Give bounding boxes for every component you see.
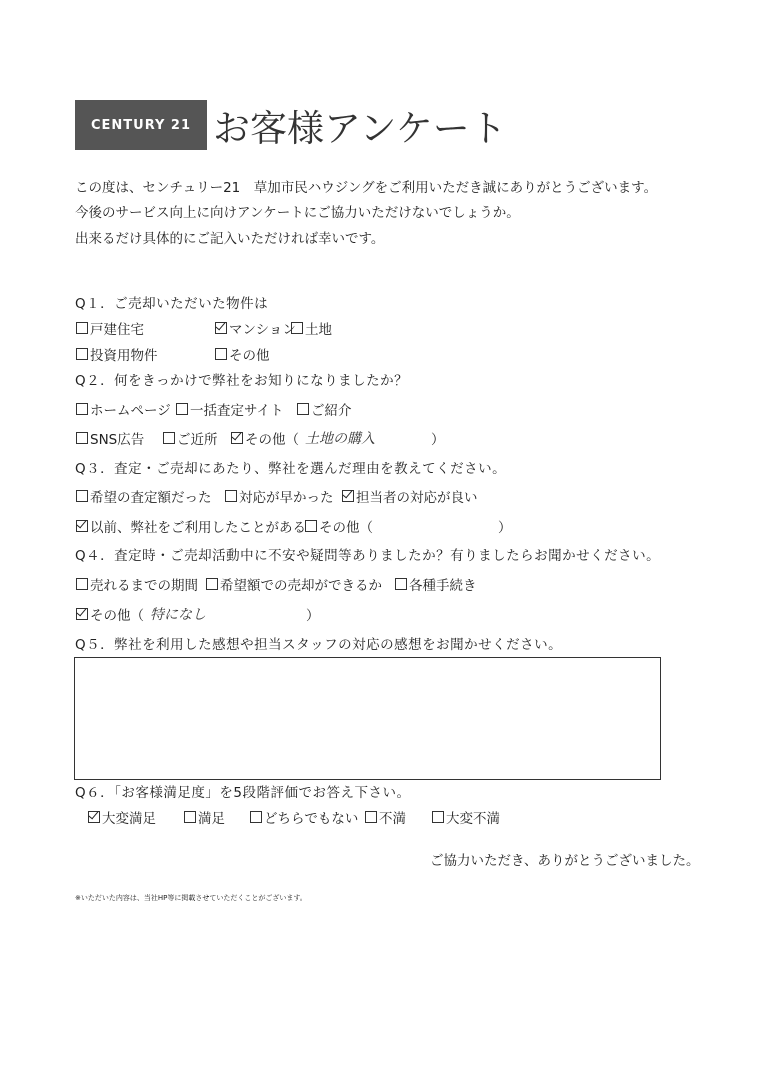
checkbox[interactable] [291, 322, 303, 334]
q2-option[interactable] [163, 428, 218, 448]
option-label: 戸建住宅 [90, 322, 144, 338]
option-label: 以前、弊社をご利用したことがある [90, 520, 306, 536]
intro-line: この度は、センチュリー21 草加市民ハウジングをご利用いただき誠にありがとうございます。 [75, 180, 658, 196]
checkbox[interactable] [305, 520, 317, 532]
option-label: 担当者の対応が良い [356, 490, 478, 506]
page-title: お客様アンケート [213, 107, 507, 150]
q1-option[interactable] [291, 318, 332, 338]
checkbox[interactable] [76, 348, 88, 360]
option-label: マンション [229, 322, 296, 338]
option-label: 大変満足 [102, 811, 156, 827]
q2-option[interactable] [76, 428, 144, 448]
checkbox-checked[interactable] [215, 322, 227, 334]
option-label: 各種手続き [409, 578, 477, 594]
checkbox[interactable] [76, 403, 88, 415]
q6-label: Q６．「お客様満足度」を5段階評価でお答え下さい。 [75, 785, 411, 801]
checkbox[interactable] [176, 403, 188, 415]
q6-option[interactable] [365, 807, 406, 827]
checkbox[interactable] [365, 811, 377, 823]
checkbox-checked[interactable] [76, 608, 88, 620]
q5-answer-box[interactable] [74, 657, 661, 780]
option-label: 希望の査定額だった [90, 490, 212, 506]
option-label: 希望額での売却ができるか [220, 578, 382, 594]
checkbox[interactable] [215, 348, 227, 360]
option-label: 投資用物件 [90, 348, 158, 364]
option-label: ホームページ [90, 403, 171, 419]
q3-option[interactable] [342, 486, 478, 506]
q6-option[interactable] [88, 807, 156, 827]
q4-option[interactable] [76, 574, 198, 594]
q1-option[interactable] [215, 344, 270, 364]
q2-option-other[interactable] [231, 428, 445, 448]
option-label: 土地 [305, 322, 332, 338]
checkbox[interactable] [163, 432, 175, 444]
option-label: 不満 [379, 811, 406, 827]
paren-close: ） [498, 520, 512, 536]
q3-label: Q３．査定・ご売却にあたり、弊社を選んだ理由を教えてください。 [75, 461, 507, 477]
handwritten-answer[interactable]: 特になし [150, 607, 206, 623]
q4-option-other[interactable] [76, 604, 320, 624]
checkbox-checked[interactable] [88, 811, 100, 823]
option-label: ご近所 [177, 432, 218, 448]
checkbox[interactable] [76, 578, 88, 590]
checkbox-checked[interactable] [342, 490, 354, 502]
q4-label: Q４．査定時・ご売却活動中に不安や疑問等ありましたか？有りましたらお聞かせください。 [75, 548, 661, 564]
q1-option[interactable] [76, 318, 144, 338]
option-label: SNS広告 [90, 432, 145, 448]
thanks-message: ご協力いただき、ありがとうございました。 [430, 853, 700, 869]
checkbox[interactable] [225, 490, 237, 502]
option-label: その他（ [90, 608, 144, 624]
option-label: 満足 [198, 811, 225, 827]
q1-option[interactable] [76, 344, 158, 364]
option-label: その他（ [245, 432, 299, 448]
q3-option[interactable] [225, 486, 334, 506]
checkbox[interactable] [395, 578, 407, 590]
q3-option[interactable] [76, 516, 306, 536]
q3-option-other[interactable] [305, 516, 512, 536]
option-label: 対応が早かった [239, 490, 334, 506]
option-label: どちらでもない [264, 811, 359, 827]
option-label: ご紹介 [311, 403, 352, 419]
checkbox[interactable] [432, 811, 444, 823]
checkbox[interactable] [206, 578, 218, 590]
q2-option[interactable] [76, 399, 171, 419]
option-label: その他 [229, 348, 270, 364]
checkbox[interactable] [297, 403, 309, 415]
handwritten-answer[interactable]: 土地の購入 [305, 431, 375, 447]
option-label: 売れるまでの期間 [90, 578, 198, 594]
q2-option[interactable] [176, 399, 284, 419]
checkbox[interactable] [76, 432, 88, 444]
paren-close: ） [306, 608, 320, 624]
q4-option[interactable] [206, 574, 382, 594]
q1-option[interactable] [215, 318, 296, 338]
checkbox[interactable] [184, 811, 196, 823]
intro-line: 出来るだけ具体的にご記入いただければ幸いです。 [75, 231, 385, 247]
checkbox[interactable] [76, 490, 88, 502]
q6-option[interactable] [184, 807, 225, 827]
q1-label: Q１．ご売却いただいた物件は [75, 296, 269, 312]
intro-line: 今後のサービス向上に向けアンケートにご協力いただけないでしょうか。 [75, 205, 520, 221]
q2-label: Q２．何をきっかけで弊社をお知りになりましたか？ [75, 373, 409, 389]
footnote: ※いただいた内容は、当社HP等に掲載させていただくことがございます。 [75, 894, 307, 902]
checkbox-checked[interactable] [76, 520, 88, 532]
q2-option[interactable] [297, 399, 352, 419]
checkbox[interactable] [76, 322, 88, 334]
option-label: 大変不満 [446, 811, 500, 827]
paren-close: ） [431, 432, 445, 448]
q6-option[interactable] [432, 807, 500, 827]
century21-logo: CENTURY 21 [75, 100, 207, 150]
q5-label: Q５．弊社を利用した感想や担当スタッフの対応の感想をお聞かせください。 [75, 637, 563, 653]
option-label: その他（ [319, 520, 373, 536]
q4-option[interactable] [395, 574, 477, 594]
checkbox-checked[interactable] [231, 432, 243, 444]
checkbox[interactable] [250, 811, 262, 823]
option-label: 一括査定サイト [190, 403, 284, 419]
q3-option[interactable] [76, 486, 212, 506]
q6-option[interactable] [250, 807, 358, 827]
